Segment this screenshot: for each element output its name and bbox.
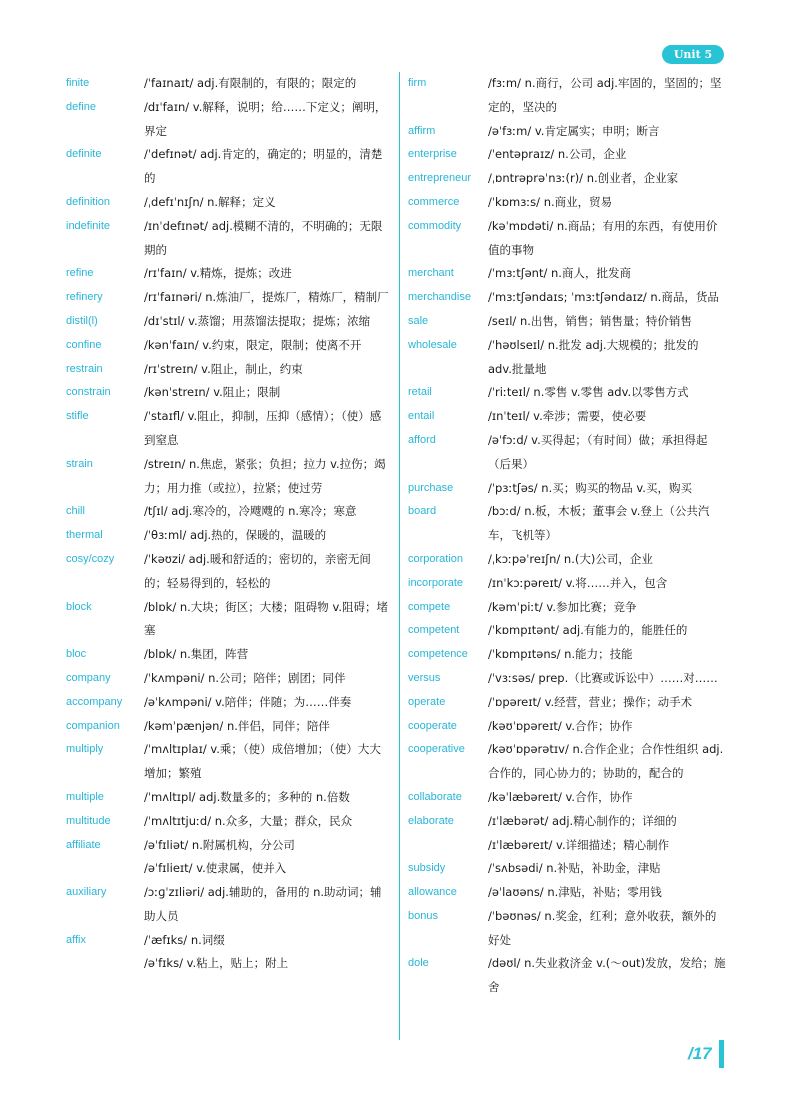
vocab-entry — [408, 834, 726, 858]
vocab-word: dole — [408, 957, 429, 970]
vocab-definition: /blɒk/ n.集团，阵营 — [144, 647, 249, 662]
vocab-definition: /ˈfaɪnaɪt/ adj.有限制的，有限的；限定的 — [144, 76, 357, 90]
vocab-definition: /kəʊˈɒpərətɪv/ n.合作企业；合作性组织 adj.合作的，同心协力的；协助的，配合的 — [488, 742, 724, 781]
vocab-word: versus — [408, 671, 441, 684]
vocab-word: multiple — [66, 790, 104, 803]
vocab-entry — [66, 96, 391, 144]
vocab-definition: /ˌkɔːpəˈreɪʃn/ n.(大)公司，企业 — [488, 551, 653, 566]
vocab-definition: /ɪnˈkɔːpəreɪt/ v.将……并入，包含 — [488, 575, 668, 590]
vocab-entry — [66, 334, 391, 358]
vocab-definition: /ˈkəʊzi/ adj.暖和舒适的；密切的，亲密无间的；轻易得到的，轻松的 — [144, 551, 371, 590]
vocab-entry — [408, 120, 726, 144]
vocab-word: elaborate — [408, 814, 454, 827]
vocab-definition: /rɪˈfaɪnəri/ n.炼油厂，提炼厂，精炼厂，精制厂 — [144, 290, 389, 305]
vocab-entry — [408, 310, 726, 334]
vocab-word: sale — [408, 314, 429, 327]
vocab-entry — [66, 857, 391, 881]
vocab-entry — [66, 215, 391, 263]
vocab-word: enterprise — [408, 148, 457, 161]
vocab-word: stifle — [66, 410, 89, 423]
vocab-word: distil(l) — [66, 314, 98, 327]
vocab-word: refinery — [66, 291, 103, 304]
vocab-entry — [408, 857, 726, 881]
vocab-definition: /ˌɒntrəprəˈnɜː(r)/ n.创业者，企业家 — [488, 171, 679, 186]
vocab-word: auxiliary — [66, 886, 107, 899]
vocab-definition: /ɪˈlæbərət/ adj.精心制作的；详细的 — [488, 813, 677, 828]
vocab-entry — [408, 143, 726, 167]
vocab-definition: /əˈlaʊəns/ n.津贴，补贴；零用钱 — [488, 885, 662, 900]
vocab-word: firm — [408, 77, 427, 89]
vocab-definition: /rɪˈfaɪn/ v.精炼，提炼；改进 — [144, 266, 292, 281]
vocab-entry — [408, 905, 726, 953]
vocab-word: corporation — [408, 552, 464, 565]
vocab-entry — [66, 691, 391, 715]
vocab-entry — [66, 405, 391, 453]
vocab-definition: /ˈvɜːsəs/ prep.（比赛或诉讼中）……对…… — [488, 670, 718, 685]
vocab-word: collaborate — [408, 790, 462, 803]
vocab-definition: /ˈɒpəreɪt/ v.经营，营业；操作；动手术 — [488, 694, 693, 709]
vocab-word: refine — [66, 267, 94, 280]
page-number-bar — [719, 1040, 724, 1068]
vocab-definition: /seɪl/ n.出售，销售；销售量；特价销售 — [488, 313, 692, 328]
vocab-entry — [66, 810, 391, 834]
vocab-word: cooperate — [408, 719, 457, 732]
vocab-definition: /ˈpɜːtʃəs/ n.买；购买的物品 v.买，购买 — [488, 480, 692, 495]
vocab-definition: /əˈkʌmpəni/ v.陪伴；伴随；为……伴奏 — [144, 694, 352, 709]
vocab-definition: /fɜːm/ n.商行，公司 adj.牢固的，坚固的；坚定的，坚决的 — [488, 76, 722, 114]
vocab-definition: /ˈmɜːtʃənt/ n.商人，批发商 — [488, 266, 631, 281]
vocab-definition: /ˈkɒmpɪtənt/ adj.有能力的，能胜任的 — [488, 623, 688, 638]
vocab-definition: /ˈmɜːtʃəndaɪs; ˈmɜːtʃəndaɪz/ n.商品，货品 — [488, 290, 719, 305]
vocab-definition: /kəmˈpænjən/ n.伴侣，同伴；陪伴 — [144, 718, 330, 733]
vocab-entry — [66, 667, 391, 691]
vocab-word: block — [66, 600, 92, 613]
column-divider — [399, 72, 400, 1040]
vocab-entry — [408, 334, 726, 382]
vocab-word: commerce — [408, 195, 460, 208]
vocab-word: companion — [66, 719, 120, 732]
vocab-entry — [408, 667, 726, 691]
vocab-entry — [408, 810, 726, 834]
vocab-definition: /ɪnˈdefɪnət/ adj.模糊不清的，不明确的；无限期的 — [144, 218, 383, 257]
vocab-word: accompany — [66, 695, 123, 708]
vocab-word: definite — [66, 148, 102, 161]
vocab-word: subsidy — [408, 862, 446, 875]
vocab-entry — [66, 881, 391, 929]
vocab-definition: /ˈdefɪnət/ adj.肯定的，确定的；明显的，清楚的 — [144, 147, 383, 186]
vocab-entry — [408, 738, 726, 786]
vocab-entry — [408, 72, 726, 120]
vocab-entry — [66, 191, 391, 215]
vocab-word: incorporate — [408, 576, 464, 589]
vocab-entry — [408, 596, 726, 620]
vocab-word: board — [408, 505, 437, 518]
vocab-entry — [408, 405, 726, 429]
vocab-entry — [408, 381, 726, 405]
vocab-entry — [66, 952, 391, 976]
vocab-definition: /ˈmʌltɪtjuːd/ n.众多，大量；群众，民众 — [144, 813, 353, 828]
vocab-word: afford — [408, 433, 436, 446]
vocab-entry — [408, 548, 726, 572]
vocab-word — [66, 952, 144, 976]
vocab-definition: /ˈæfɪks/ n.词缀 — [144, 932, 225, 947]
vocab-entry — [66, 548, 391, 596]
vocab-entry — [408, 881, 726, 905]
vocab-definition: /kənˈfaɪn/ v.约束，限定，限制；使离不开 — [144, 337, 362, 352]
vocab-entry — [408, 477, 726, 501]
vocab-word: merchant — [408, 267, 454, 280]
vocab-entry — [408, 215, 726, 263]
vocab-definition: /kəmˈpiːt/ v.参加比赛；竞争 — [488, 599, 637, 614]
vocab-entry — [408, 572, 726, 596]
vocab-word: define — [66, 100, 96, 113]
vocab-word — [408, 834, 488, 858]
vocab-entry — [66, 500, 391, 524]
vocab-definition: /kəˈlæbəreɪt/ v.合作，协作 — [488, 789, 633, 804]
vocab-definition: /ˈkʌmpəni/ n.公司；陪伴；剧团；同伴 — [144, 670, 346, 685]
vocab-word: allowance — [408, 886, 457, 899]
vocab-entry — [66, 786, 391, 810]
vocab-word: confine — [66, 338, 102, 351]
vocab-word: merchandise — [408, 291, 471, 304]
vocab-definition: /kəʊˈɒpəreɪt/ v.合作；协作 — [488, 718, 633, 733]
vocab-entry — [66, 286, 391, 310]
vocab-definition: /əˈfɪks/ v.粘上，贴上；附上 — [144, 956, 289, 971]
vocab-definition: /rɪˈstreɪn/ v.阻止，制止，约束 — [144, 361, 303, 376]
vocab-definition: /ˈkɒmpɪtəns/ n.能力；技能 — [488, 647, 633, 662]
vocab-definition: /ˈriːteɪl/ n.零售 v.零售 adv.以零售方式 — [488, 385, 689, 400]
vocab-word: competence — [408, 648, 468, 661]
vocab-word: indefinite — [66, 219, 111, 232]
vocab-definition: /dɪˈfaɪn/ v.解释，说明；给……下定义；阐明，界定 — [144, 99, 387, 138]
vocab-word: purchase — [408, 481, 454, 494]
vocab-entry — [66, 381, 391, 405]
vocab-entry — [408, 167, 726, 191]
vocab-entry — [408, 643, 726, 667]
vocab-word — [66, 857, 144, 881]
vocab-definition: /ɔːɡˈzɪliəri/ adj.辅助的，备用的 n.助动词；辅助人员 — [144, 885, 382, 923]
vocab-word: commodity — [408, 219, 462, 232]
vocab-definition: /ˈsʌbsədi/ n.补贴，补助金，津贴 — [488, 861, 661, 876]
vocab-word: cooperative — [408, 743, 465, 756]
unit-badge: Unit 5 — [662, 45, 724, 64]
vocab-word: affix — [66, 933, 86, 946]
vocab-definition: /dɪˈstɪl/ v.蒸馏；用蒸馏法提取；提炼；浓缩 — [144, 313, 371, 328]
vocab-definition: /dəʊl/ n.失业救济金 v.(～out)发放，发给；施舍 — [488, 956, 726, 995]
vocab-definition: /əˈfɪliət/ n.附属机构，分公司 — [144, 837, 295, 852]
vocab-definition: /ɪnˈteɪl/ v.牵涉；需要，使必要 — [488, 409, 647, 424]
vocab-word: strain — [66, 457, 93, 470]
vocab-word: constrain — [66, 386, 111, 399]
vocab-entry — [408, 786, 726, 810]
vocab-entry — [66, 643, 391, 667]
vocab-entry — [408, 500, 726, 548]
vocab-word: operate — [408, 695, 446, 708]
vocab-word: finite — [66, 77, 90, 89]
vocab-word: thermal — [66, 529, 103, 542]
vocab-definition: /ˈmʌltɪpl/ adj.数量多的；多种的 n.倍数 — [144, 789, 350, 804]
vocab-word: multiply — [66, 743, 104, 756]
vocab-entry — [408, 191, 726, 215]
vocab-definition: /blɒk/ n.大块；街区；大楼；阻碍物 v.阻碍；堵塞 — [144, 599, 389, 638]
vocab-entry — [408, 262, 726, 286]
vocab-definition: /kənˈstreɪn/ v.阻止；限制 — [144, 385, 281, 400]
vocab-definition: /streɪn/ n.焦虑，紧张；负担；拉力 v.拉伤；竭力；用力推（或拉），拉紧；使过劳 — [144, 456, 386, 495]
right-column — [408, 72, 726, 1000]
vocab-definition: /ˈhəʊlseɪl/ n.批发 adj.大规模的；批发的 adv.批量地 — [488, 337, 699, 376]
vocab-entry — [66, 738, 391, 786]
vocab-word: affiliate — [66, 838, 101, 851]
vocab-word: definition — [66, 195, 111, 208]
vocab-entry — [408, 429, 726, 477]
vocab-definition: /ˈentəpraɪz/ n.公司，企业 — [488, 147, 627, 162]
vocab-definition: /ˈstaɪfl/ v.阻止，抑制，压抑（感情）；（使）感到窒息 — [144, 409, 382, 447]
vocab-entry — [66, 453, 391, 501]
vocab-entry — [66, 596, 391, 644]
page-number: /17 — [688, 1044, 712, 1063]
vocab-definition: /əˈfɔːd/ v.买得起；（有时间）做；承担得起（后果） — [488, 432, 708, 471]
vocab-word: competent — [408, 624, 460, 637]
vocab-entry — [66, 715, 391, 739]
vocab-definition: /kəˈmɒdəti/ n.商品；有用的东西，有使用价值的事物 — [488, 218, 718, 257]
vocab-word: affirm — [408, 124, 436, 137]
vocab-word: multitude — [66, 814, 111, 827]
vocab-definition: /ɪˈlæbəreɪt/ v.详细描述；精心制作 — [488, 837, 670, 852]
vocab-word: entail — [408, 410, 435, 423]
vocab-definition: /ˈbəʊnəs/ n.奖金，红利；意外收获，额外的好处 — [488, 908, 717, 947]
vocab-word: entrepreneur — [408, 172, 471, 185]
vocab-word: retail — [408, 386, 432, 399]
vocab-entry — [408, 619, 726, 643]
vocab-definition: /əˈfɪlieɪt/ v.使隶属，使并入 — [144, 861, 287, 876]
vocab-definition: /əˈfɜːm/ v.肯定属实；申明；断言 — [488, 123, 660, 138]
vocab-word: chill — [66, 505, 85, 518]
vocab-entry — [408, 715, 726, 739]
vocab-word: bonus — [408, 909, 438, 922]
vocab-entry — [408, 286, 726, 310]
vocab-entry — [66, 262, 391, 286]
vocab-entry — [66, 72, 391, 96]
vocab-word: cosy/cozy — [66, 552, 115, 565]
vocab-definition: /bɔːd/ n.板，木板；董事会 v.登上（公共汽车，飞机等） — [488, 504, 710, 543]
vocab-entry — [408, 952, 726, 1000]
vocab-entry — [408, 691, 726, 715]
vocab-definition: /ˈkɒmɜːs/ n.商业，贸易 — [488, 194, 613, 209]
vocab-entry — [66, 524, 391, 548]
vocab-word: restrain — [66, 362, 103, 375]
vocab-entry — [66, 929, 391, 953]
vocab-entry — [66, 358, 391, 382]
vocab-entry — [66, 834, 391, 858]
vocab-definition: /ˈθɜːml/ adj.热的，保暖的，温暖的 — [144, 528, 327, 543]
vocab-word: compete — [408, 600, 451, 613]
vocab-definition: /tʃɪl/ adj.寒冷的，冷飕飕的 n.寒冷；寒意 — [144, 504, 357, 519]
vocab-word: company — [66, 671, 111, 684]
vocab-entry — [66, 143, 391, 191]
vocab-word: wholesale — [408, 338, 457, 351]
left-column — [66, 72, 391, 976]
vocab-definition: /ˈmʌltɪplaɪ/ v.乘；（使）成倍增加；（使）大大增加；繁殖 — [144, 742, 381, 781]
vocab-word: bloc — [66, 648, 87, 661]
vocab-entry — [66, 310, 391, 334]
vocab-definition: /ˌdefɪˈnɪʃn/ n.解释；定义 — [144, 194, 276, 209]
